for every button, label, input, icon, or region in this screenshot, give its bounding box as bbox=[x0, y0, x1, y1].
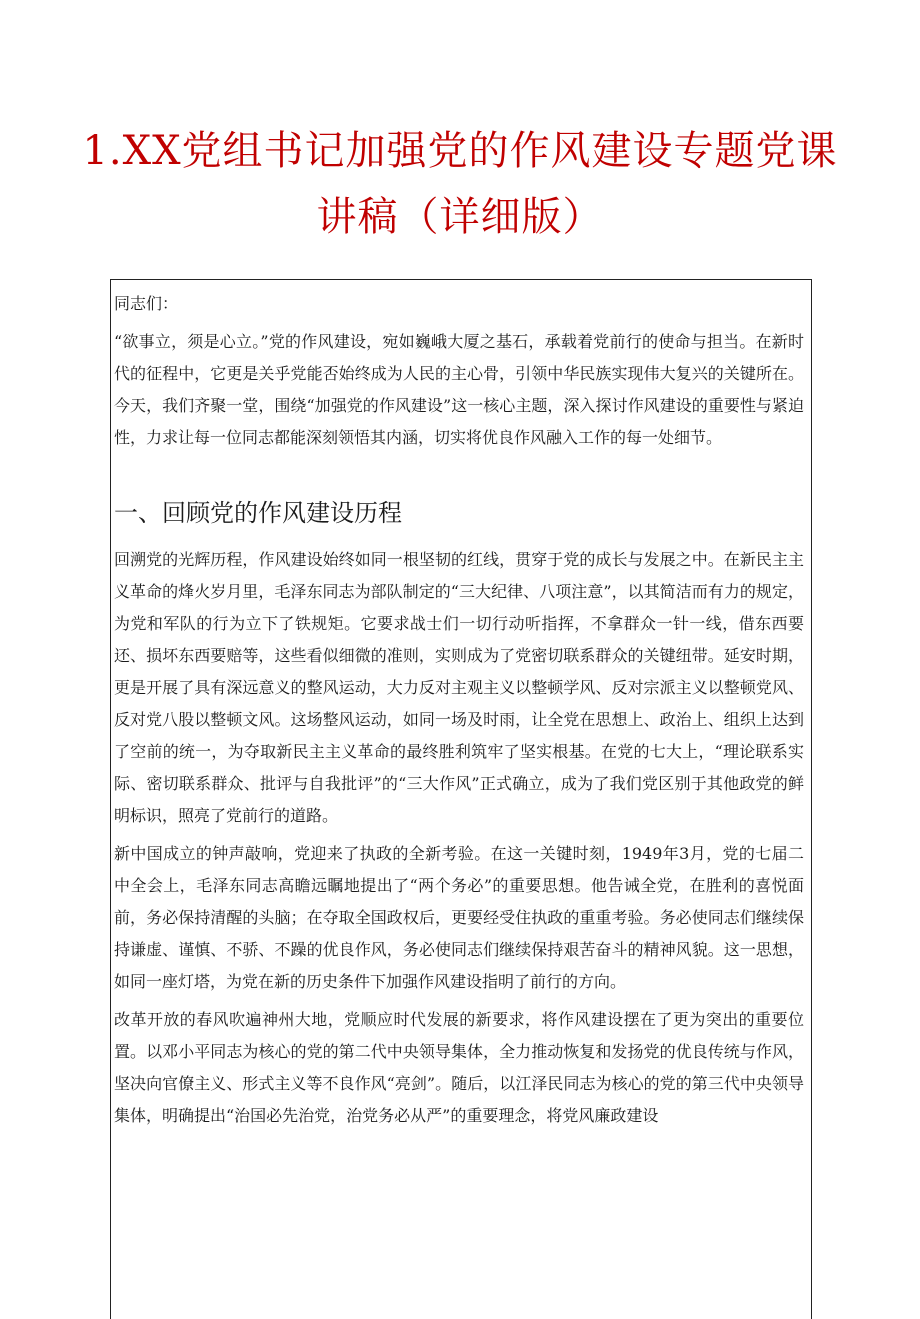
section1-paragraph-2: 新中国成立的钟声敲响，党迎来了执政的全新考验。在这一关键时刻，1949年3月，党的七届二中全会上，毛泽东同志高瞻远瞩地提出了“两个务必”的重要思想。他告诫全党，在胜利的喜悦面前，务必保持清醒的头脑；在夺取全国政权后，更要经受住执政的重重考验。务必使同志们继续保持谦虚、谨慎、不骄、不躁的优良作风，务必使同志们继续保持艰苦奋斗的精神风貌。这一思想，如同一座灯塔，为党在新的历史条件下加强作风建设指明了前行的方向。 bbox=[114, 844, 804, 991]
document-body bbox=[112, 288, 808, 1138]
document-title-line-2: 讲稿（详细版） bbox=[316, 194, 604, 240]
intro-paragraph: “欲事立，须是心立。”党的作风建设，宛如巍峨大厦之基石，承载着党前行的使命与担当。在新时代的征程中，它更是关乎党能否始终成为人民的主心骨，引领中华民族实现伟大复兴的关键所在。今天，我们齐聚一堂，围绕“加强党的作风建设”这一核心主题，深入探讨作风建设的重要性与紧迫性，力求让每一位同志都能深刻领悟其内涵，切实将优良作风融入工作的每一处细节。 bbox=[114, 332, 804, 447]
greeting: 同志们： bbox=[114, 294, 179, 313]
section1-paragraph-3: 改革开放的春风吹遍神州大地，党顺应时代发展的新要求，将作风建设摆在了更为突出的重要位置。以邓小平同志为核心的党的第二代中央领导集体，全力推动恢复和发扬党的优良传统与作风，坚决向官僚主义、形式主义等不良作风“亮剑”。随后，以江泽民同志为核心的党的第三代中央领导集体，明确提出“治国必先治党，治党务必从严”的重要理念，将党风廉政建设 bbox=[114, 1010, 804, 1125]
section1-paragraph-1: 回溯党的光辉历程，作风建设始终如同一根坚韧的红线，贯穿于党的成长与发展之中。在新民主主义革命的烽火岁月里，毛泽东同志为部队制定的“三大纪律、八项注意”，以其简洁而有力的规定，为党和军队的行为立下了铁规矩。它要求战士们一切行动听指挥，不拿群众一针一线，借东西要还、损坏东西要赔等，这些看似细微的准则，实则成为了党密切联系群众的关键纽带。延安时期，更是开展了具有深远意义的整风运动，大力反对主观主义以整顿学风、反对宗派主义以整顿党风、反对党八股以整顿文风。这场整风运动，如同一场及时雨，让全党在思想上、政治上、组织上达到了空前的统一，为夺取新民主主义革命的最终胜利筑牢了坚实根基。在党的七大上，“理论联系实际、密切联系群众、批评与自我批评”的“三大作风”正式确立，成为了我们党区别于其他政党的鲜明标识，照亮了党前行的道路。 bbox=[114, 550, 804, 825]
section-heading-1: 一、回顾党的作风建设历程 bbox=[114, 499, 402, 527]
document-title-line-1: 1.XX党组书记加强党的作风建设专题党课 bbox=[82, 128, 838, 174]
document-title bbox=[0, 118, 920, 250]
